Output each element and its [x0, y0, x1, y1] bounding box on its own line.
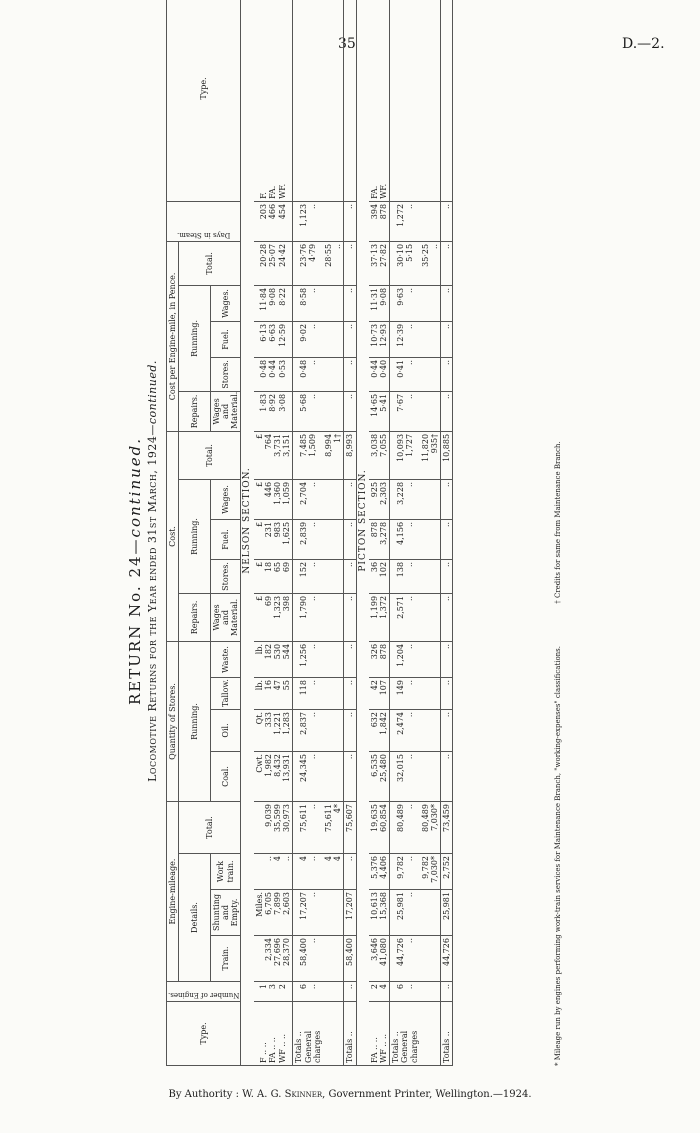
- cell-p_tot: 35·25 ..: [420, 241, 441, 285]
- cell-tallow: 118 ..: [293, 678, 323, 710]
- cell-p_rep: ..: [344, 391, 356, 431]
- cell-days: 1,272 ..: [390, 201, 420, 241]
- cell-coal: ..: [344, 752, 356, 802]
- col-stores: Stores.: [210, 559, 241, 593]
- cell-oil: 2,474 ..: [390, 710, 420, 752]
- rotated-table-page: [126, 76, 566, 1066]
- cell-rep: 1,790 ..: [293, 593, 323, 641]
- col-engine-mileage: Engine-mileage.: [167, 802, 179, 982]
- cell-total: 80,489 7,030*: [420, 802, 441, 854]
- table-row: [254, 0, 293, 1066]
- cell-type: Totals .. General charges: [390, 1002, 420, 1066]
- cell-wages: ..: [344, 479, 356, 519]
- cell-rep: [323, 593, 344, 641]
- cell-waste: [323, 641, 344, 677]
- col-pence-stores: Stores.: [210, 357, 241, 391]
- cell-p_st: [323, 357, 344, 391]
- cell-ctotal: 7,485 1,509: [293, 431, 323, 479]
- cell-shunt: 17,207: [344, 890, 356, 936]
- cell-waste: ..: [344, 641, 356, 677]
- col-details: Details.: [179, 854, 211, 982]
- col-tallow: Tallow.: [210, 678, 241, 710]
- cell-stores: [323, 559, 344, 593]
- col-wages: Wages.: [210, 479, 241, 519]
- cell-tallow: lb. 16 47 55: [254, 678, 293, 710]
- cell-p_rep: 1·83 8·92 3·08: [254, 391, 293, 431]
- cell-train: 58,400: [344, 936, 356, 982]
- cell-days: 394 878: [369, 201, 390, 241]
- footnote-credits: † Credits for same from Maintenance Branch.: [554, 441, 562, 604]
- col-shunting: Shunting and Empty.: [210, 890, 241, 936]
- cell-train: 3,646 41,080: [369, 936, 390, 982]
- return-subtitle: Locomotive Returns for the Year ended 31st March, 1924—continued.: [146, 360, 159, 782]
- cell-p_rep: 14·65 5·41: [369, 391, 390, 431]
- table-body: [241, 0, 453, 1066]
- locomotive-returns-table: [166, 0, 453, 1066]
- cell-work: .. 4 ..: [254, 854, 293, 890]
- cell-fuel: [420, 519, 441, 559]
- cell-rep: ..: [441, 593, 453, 641]
- cell-p_rep: [323, 391, 344, 431]
- cell-shunt: 17,207 ..: [293, 890, 323, 936]
- page-number: 35: [338, 36, 356, 52]
- col-cost-repairs: Repairs.: [179, 593, 211, 641]
- cell-days: [323, 201, 344, 241]
- cell-ctotal: 11,820 935†: [420, 431, 441, 479]
- cell-coal: 24,345 ..: [293, 752, 323, 802]
- cell-oil: [420, 710, 441, 752]
- cell-p_fu: 6·13 6·63 12·59: [254, 321, 293, 357]
- cell-coal: 6,535 25,480: [369, 752, 390, 802]
- cell-days: 203 466 454: [254, 201, 293, 241]
- cell-total: 80,489 ..: [390, 802, 420, 854]
- cell-stores: ..: [344, 559, 356, 593]
- return-title: RETURN No. 24—continued.: [126, 436, 144, 706]
- cell-work: 5,376 4,406: [369, 854, 390, 890]
- cell-coal: Cwt. 1,982 8,432 13,931: [254, 752, 293, 802]
- cell-p_rep: 5·68 ..: [293, 391, 323, 431]
- cell-work: 4 4: [323, 854, 344, 890]
- cell-p_fu: ..: [344, 321, 356, 357]
- cell-tallow: 42 107: [369, 678, 390, 710]
- cell-rtype: [293, 0, 323, 201]
- cell-type: FA .. .. WF .. ..: [369, 1002, 390, 1066]
- cell-p_st: 0·48 ..: [293, 357, 323, 391]
- cell-work: 9,782 7,030*: [420, 854, 441, 890]
- cell-total: 19,635 60,854: [369, 802, 390, 854]
- printer-imprint: By Authority : W. A. G. Skinner, Government Printer, Wellington.—1924.: [168, 1089, 532, 1100]
- cell-wages: 3,228 ..: [390, 479, 420, 519]
- cell-shunt: 10,613 15,368: [369, 890, 390, 936]
- cell-ctotal: 3,038 7,055: [369, 431, 390, 479]
- cell-shunt: 25,981: [441, 890, 453, 936]
- table-row: [441, 0, 453, 1066]
- cell-p_tot: ..: [441, 241, 453, 285]
- col-num-engines: Number of Engines.: [167, 982, 241, 1002]
- cell-p_wa: 11·84 9·08 8·22: [254, 285, 293, 321]
- col-pence-repairs-wages: Wages and Material.: [210, 391, 241, 431]
- cell-coal: [420, 752, 441, 802]
- cell-stores: 36 102: [369, 559, 390, 593]
- cell-p_fu: ..: [441, 321, 453, 357]
- cell-n: 6 ..: [293, 982, 323, 1002]
- cell-waste: 326 878: [369, 641, 390, 677]
- cell-ctotal: £ 764 3,731 3,151: [254, 431, 293, 479]
- col-type-right: Type.: [167, 0, 241, 201]
- col-days-steam: Days in Steam.: [167, 201, 241, 241]
- cell-p_tot: 28·55 ..: [323, 241, 344, 285]
- col-quantity-stores: Quantity of Stores.: [167, 641, 179, 801]
- cell-p_fu: 12·39 ..: [390, 321, 420, 357]
- cell-p_st: [420, 357, 441, 391]
- table-row: [323, 0, 344, 1066]
- cell-p_wa: 8·58 ..: [293, 285, 323, 321]
- cell-days: ..: [344, 201, 356, 241]
- cell-p_st: ..: [344, 357, 356, 391]
- cell-rtype: [441, 0, 453, 201]
- col-type: Type.: [167, 1002, 241, 1066]
- col-pence-running: Running.: [179, 285, 211, 391]
- cell-total: 75,611 ..: [293, 802, 323, 854]
- cell-tallow: [420, 678, 441, 710]
- cell-oil: ..: [441, 710, 453, 752]
- cell-shunt: [323, 890, 344, 936]
- section-title: NELSON SECTION.: [241, 0, 254, 1066]
- cell-fuel: ..: [441, 519, 453, 559]
- cell-days: [420, 201, 441, 241]
- cell-tallow: [323, 678, 344, 710]
- cell-p_wa: [420, 285, 441, 321]
- cell-days: 1,123 ..: [293, 201, 323, 241]
- cell-train: 58,400 ..: [293, 936, 323, 982]
- cell-rep: ..: [344, 593, 356, 641]
- col-cost-per-mile: Cost per Engine-mile, in Pence.: [167, 241, 179, 431]
- cell-coal: 32,015 ..: [390, 752, 420, 802]
- cell-work: 4 ..: [293, 854, 323, 890]
- section-header: [241, 0, 254, 1066]
- cell-train: 44,726 ..: [390, 936, 420, 982]
- cell-p_tot: 37·13 27·82: [369, 241, 390, 285]
- col-stores-running: Running.: [179, 641, 211, 801]
- cell-p_fu: [420, 321, 441, 357]
- col-coal: Coal.: [210, 752, 241, 802]
- cell-p_wa: 11·31 9·08: [369, 285, 390, 321]
- col-pence-fuel: Fuel.: [210, 321, 241, 357]
- cell-shunt: 25,981 ..: [390, 890, 420, 936]
- cell-p_tot: 20·28 25·07 24·42: [254, 241, 293, 285]
- footnote-mileage: * Mileage run by engines performing work-train services for Maintenance Branch, "working-expenses" classifications.: [554, 646, 562, 1066]
- cell-train: [323, 936, 344, 982]
- col-oil: Oil.: [210, 710, 241, 752]
- col-work-train: Work train.: [210, 854, 241, 890]
- cell-shunt: [420, 890, 441, 936]
- cell-rtype: FA. WF.: [369, 0, 390, 201]
- cell-stores: [420, 559, 441, 593]
- cell-p_fu: [323, 321, 344, 357]
- col-pence-total: Total.: [179, 241, 241, 285]
- cell-fuel: [323, 519, 344, 559]
- cell-ctotal: 8,993: [344, 431, 356, 479]
- cell-n: 6 ..: [390, 982, 420, 1002]
- cell-fuel: 2,839 ..: [293, 519, 323, 559]
- cell-wages: £ 446 1,360 1,059: [254, 479, 293, 519]
- cell-oil: 632 1,842: [369, 710, 390, 752]
- cell-rep: 2,571 ..: [390, 593, 420, 641]
- cell-p_st: 0·48 0·44 0·53: [254, 357, 293, 391]
- cell-stores: ..: [441, 559, 453, 593]
- cell-rtype: F. FA. WF.: [254, 0, 293, 201]
- cell-train: [420, 936, 441, 982]
- cell-n: ..: [441, 982, 453, 1002]
- cell-p_st: 0·44 0·40: [369, 357, 390, 391]
- cell-fuel: £ 231 983 1,625: [254, 519, 293, 559]
- cell-waste: 1,256 ..: [293, 641, 323, 677]
- table-row: [369, 0, 390, 1066]
- cell-n: 1 3 2: [254, 982, 293, 1002]
- cell-waste: lb. 182 530 544: [254, 641, 293, 677]
- cell-p_fu: 10·73 12·93: [369, 321, 390, 357]
- cell-n: ..: [344, 982, 356, 1002]
- cell-wages: ..: [441, 479, 453, 519]
- cell-p_rep: 7·67 ..: [390, 391, 420, 431]
- cell-stores: 152 ..: [293, 559, 323, 593]
- cell-wages: 2,704 ..: [293, 479, 323, 519]
- col-cost: Cost.: [167, 431, 179, 641]
- cell-waste: ..: [441, 641, 453, 677]
- cell-total: 9,039 35,599 30,973: [254, 802, 293, 854]
- cell-p_rep: ..: [441, 391, 453, 431]
- col-train: Train.: [210, 936, 241, 982]
- cell-n: [420, 982, 441, 1002]
- cell-p_st: 0·41 ..: [390, 357, 420, 391]
- cell-p_tot: ..: [344, 241, 356, 285]
- cell-rep: [420, 593, 441, 641]
- col-waste: Waste.: [210, 641, 241, 677]
- cell-oil: 2,837 ..: [293, 710, 323, 752]
- cell-fuel: 4,156 ..: [390, 519, 420, 559]
- cell-coal: ..: [441, 752, 453, 802]
- cell-oil: [323, 710, 344, 752]
- section-header: [356, 0, 369, 1066]
- cell-wages: [323, 479, 344, 519]
- table-row: [390, 0, 420, 1066]
- col-cost-total: Total.: [179, 431, 241, 479]
- cell-type: Totals .. General charges: [293, 1002, 323, 1066]
- col-cost-running: Running.: [179, 479, 211, 593]
- cell-coal: [323, 752, 344, 802]
- section-title: PICTON SECTION.: [356, 0, 369, 1066]
- cell-train: 2,334 27,696 28,370: [254, 936, 293, 982]
- cell-oil: Qt. 333 1,221 1,283: [254, 710, 293, 752]
- cell-n: [323, 982, 344, 1002]
- col-fuel: Fuel.: [210, 519, 241, 559]
- table-row: [293, 0, 323, 1066]
- cell-total: 73,459: [441, 802, 453, 854]
- cell-days: ..: [441, 201, 453, 241]
- cell-p_wa: ..: [441, 285, 453, 321]
- cell-p_rep: [420, 391, 441, 431]
- cell-ctotal: 10,885: [441, 431, 453, 479]
- cell-tallow: 149 ..: [390, 678, 420, 710]
- cell-fuel: 878 3,278: [369, 519, 390, 559]
- cell-tallow: ..: [441, 678, 453, 710]
- col-mileage-total: Total.: [179, 802, 241, 854]
- cell-total: 75,611 4*: [323, 802, 344, 854]
- col-pence-repairs: Repairs.: [179, 391, 211, 431]
- cell-ctotal: 10,093 1,727: [390, 431, 420, 479]
- cell-rtype: [344, 0, 356, 201]
- col-pence-wages: Wages.: [210, 285, 241, 321]
- cell-fuel: ..: [344, 519, 356, 559]
- cell-p_fu: 9·02 ..: [293, 321, 323, 357]
- cell-rtype: [390, 0, 420, 201]
- cell-type: [323, 1002, 344, 1066]
- cell-waste: 1,204 ..: [390, 641, 420, 677]
- cell-shunt: Miles. 6,705 7,899 2,603: [254, 890, 293, 936]
- cell-rep: £ 69 1,323 398: [254, 593, 293, 641]
- cell-work: ..: [344, 854, 356, 890]
- cell-rtype: [323, 0, 344, 201]
- cell-work: 2,752: [441, 854, 453, 890]
- cell-oil: ..: [344, 710, 356, 752]
- cell-rep: 1,199 1,372: [369, 593, 390, 641]
- cell-type: F .. .. FA .. .. WF .. ..: [254, 1002, 293, 1066]
- cell-type: [420, 1002, 441, 1066]
- cell-p_tot: 23·76 4·79: [293, 241, 323, 285]
- cell-wages: 925 2,303: [369, 479, 390, 519]
- page-reference: D.—2.: [622, 36, 665, 52]
- cell-train: 44,726: [441, 936, 453, 982]
- cell-p_st: ..: [441, 357, 453, 391]
- cell-total: 75,607: [344, 802, 356, 854]
- cell-tallow: ..: [344, 678, 356, 710]
- cell-ctotal: 8,994 1†: [323, 431, 344, 479]
- cell-stores: 138 ..: [390, 559, 420, 593]
- cell-waste: [420, 641, 441, 677]
- cell-work: 9,782 ..: [390, 854, 420, 890]
- cell-type: Totals ..: [344, 1002, 356, 1066]
- footnotes: [554, 76, 562, 1066]
- cell-stores: £ 18 65 69: [254, 559, 293, 593]
- cell-type: Totals ..: [441, 1002, 453, 1066]
- cell-n: 2 4: [369, 982, 390, 1002]
- cell-p_tot: 30·10 5·15: [390, 241, 420, 285]
- table-row: [420, 0, 441, 1066]
- cell-p_wa: 9·63 ..: [390, 285, 420, 321]
- col-repairs-wages: Wages and Material.: [210, 593, 241, 641]
- cell-p_wa: [323, 285, 344, 321]
- cell-rtype: [420, 0, 441, 201]
- cell-wages: [420, 479, 441, 519]
- cell-p_wa: ..: [344, 285, 356, 321]
- table-row: [344, 0, 356, 1066]
